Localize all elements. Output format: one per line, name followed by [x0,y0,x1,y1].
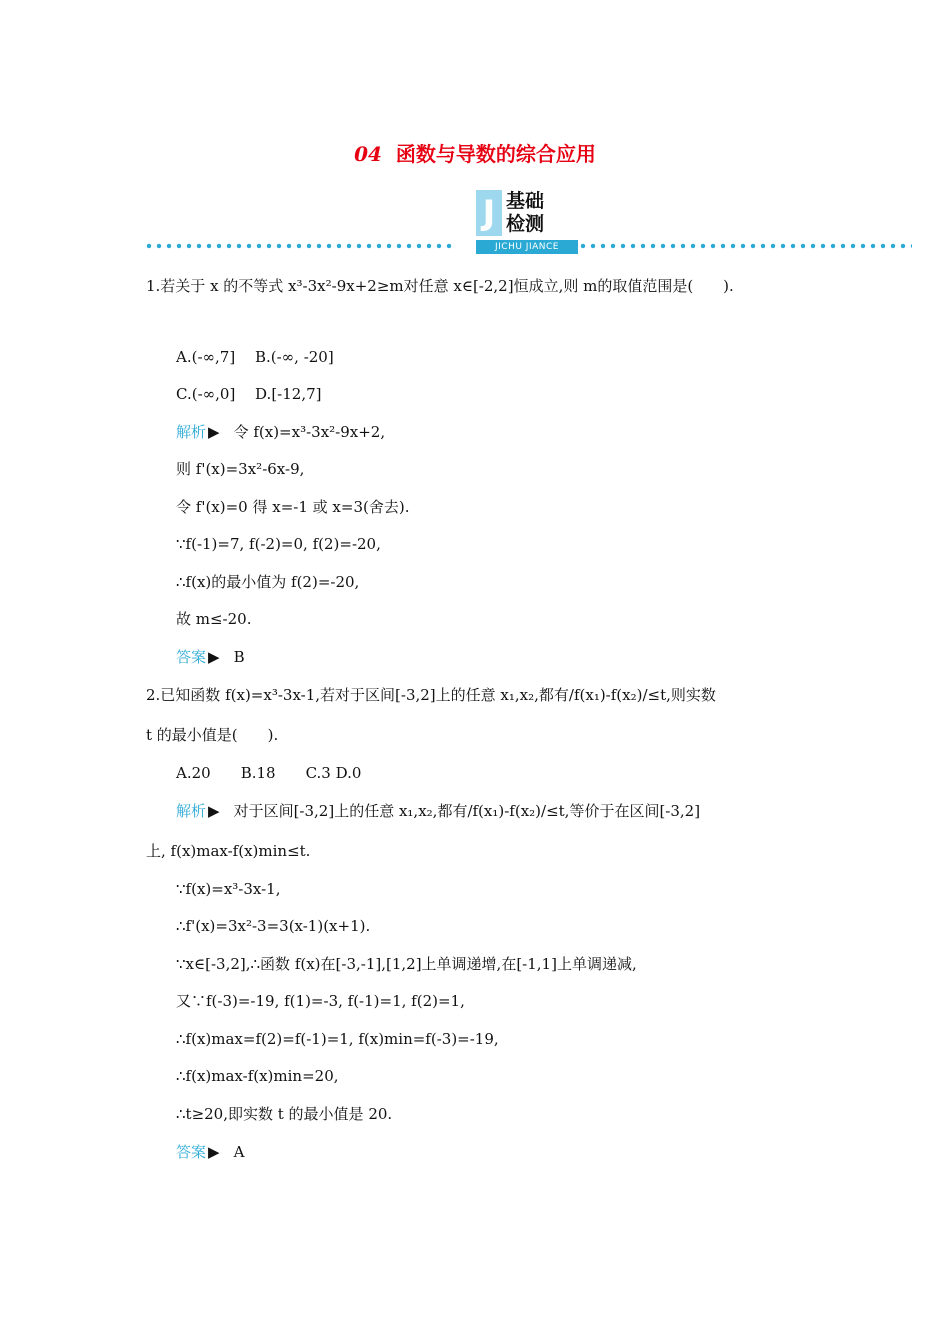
q1-options-row-1: A.(-∞,7] B.(-∞, -20] [176,348,334,366]
q2-solution-line: ∴f'(x)=3x²-3=3(x-1)(x+1). [176,917,371,935]
q1-solution-line: 令 f'(x)=0 得 x=-1 或 x=3(舍去). [176,498,410,516]
q2-solution-line: ∵f(x)=x³-3x-1, [176,880,281,898]
q1-solution-header [176,422,385,442]
q2-options: A.20 B.18 C.3 D.0 [176,764,362,782]
arrow-icon: ▶ [208,1143,220,1161]
q1-solution-line: 则 f'(x)=3x²-6x-9, [176,460,305,478]
section-number: 04 [354,142,382,166]
q2-solution-line: ∴t≥20,即实数 t 的最小值是 20. [176,1105,393,1123]
q1-answer [176,647,245,667]
answer-label: 答案 [176,648,207,666]
answer-label: 答案 [176,1143,207,1161]
q1-solution-line: 故 m≤-20. [176,610,252,628]
section-logo-text: 基础 检测 [506,190,545,235]
dotted-divider-right [578,242,912,250]
arrow-icon: ▶ [208,423,220,441]
q2-answer-value: A [233,1143,245,1161]
q2-solution-line: ∴f(x)max-f(x)min=20, [176,1067,339,1085]
q1-solution-line: 令 f(x)=x³-3x²-9x+2, [233,423,386,441]
page-title [0,138,950,167]
q2-stem-line-1: 2.已知函数 f(x)=x³-3x-1,若对于区间[-3,2]上的任意 x₁,x₂,都有/f(x₁)-f(x₂)/≤t,则实数 [146,686,716,704]
q2-solution-line: 又∵f(-3)=-19, f(1)=-3, f(-1)=1, f(2)=1, [176,992,465,1010]
arrow-icon: ▶ [208,648,220,666]
q2-solution-line: 上, f(x)max-f(x)min≤t. [146,842,311,860]
q1-options-row-2: C.(-∞,0] D.[-12,7] [176,385,322,403]
q2-solution-header [176,801,700,821]
q1-solution-line: ∵f(-1)=7, f(-2)=0, f(2)=-20, [176,535,381,553]
section-logo-icon: J [476,190,502,236]
q2-answer [176,1142,244,1162]
q1-solution-line: ∴f(x)的最小值为 f(2)=-20, [176,573,360,591]
arrow-icon: ▶ [208,802,220,820]
analysis-label: 解析 [176,802,207,820]
q1-stem: 1.若关于 x 的不等式 x³-3x²-9x+2≥m对任意 x∈[-2,2]恒成立,则 m的取值范围是( ). [146,277,734,295]
analysis-label: 解析 [176,423,207,441]
dotted-divider-left [144,242,452,250]
q2-solution-line: 对于区间[-3,2]上的任意 x₁,x₂,都有/f(x₁)-f(x₂)/≤t,等价于在区间[-3,2] [233,802,701,820]
section-title: 函数与导数的综合应用 [395,142,596,166]
q1-answer-value: B [233,648,245,666]
section-logo-subtitle: JICHU JIANCE [476,240,578,254]
q2-stem-line-2: t 的最小值是( ). [146,726,279,744]
q2-solution-line: ∵x∈[-3,2],∴函数 f(x)在[-3,-1],[1,2]上单调递增,在[-1,1]上单调递减, [176,955,637,973]
q2-solution-line: ∴f(x)max=f(2)=f(-1)=1, f(x)min=f(-3)=-19, [176,1030,499,1048]
